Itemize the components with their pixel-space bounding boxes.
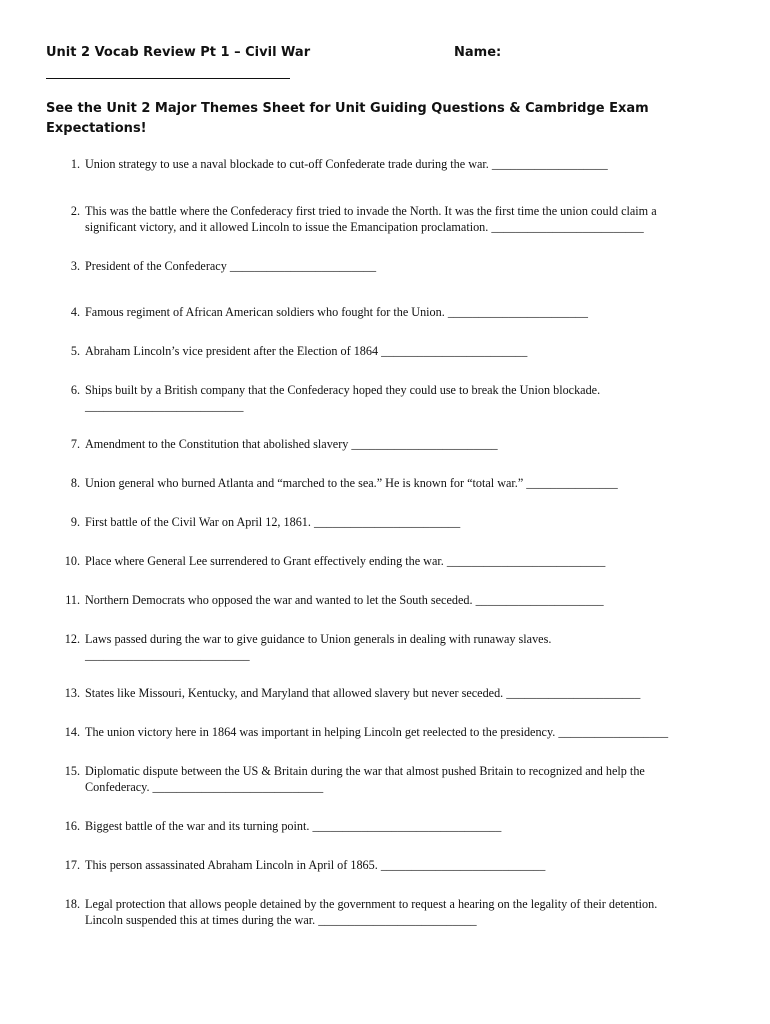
question-number: 13. <box>64 686 80 700</box>
question-number: 12. <box>64 632 80 646</box>
question-number: 18. <box>64 897 80 911</box>
question-number: 4. <box>70 305 80 319</box>
question-number: 10. <box>64 554 80 568</box>
intro-instructions: See the Unit 2 Major Themes Sheet for Unit Guiding Questions & Cambridge Exam Expectations! <box>46 101 649 136</box>
question-text: President of the Confederacy ________________________ <box>85 259 377 273</box>
question-number: 15. <box>64 764 80 778</box>
question-number: 9. <box>70 515 80 529</box>
question-text: This person assassinated Abraham Lincoln in April of 1865. ___________________________ <box>85 858 546 872</box>
question-text: Famous regiment of African American soldiers who fought for the Union. _______________________ <box>85 305 588 319</box>
question-text: Northern Democrats who opposed the war and wanted to let the South seceded. _____________________ <box>85 593 604 607</box>
question-number: 6. <box>70 383 80 397</box>
question-text: The union victory here in 1864 was important in helping Lincoln get reelected to the presidency. __________________ <box>85 725 669 739</box>
question-text: Amendment to the Constitution that abolished slavery ________________________ <box>85 437 498 451</box>
question-text: Place where General Lee surrendered to Grant effectively ending the war. __________________________ <box>85 554 606 568</box>
question-number: 17. <box>64 858 80 872</box>
question-number: 1. <box>70 157 80 171</box>
worksheet-title: Unit 2 Vocab Review Pt 1 – Civil War <box>46 45 311 60</box>
question-text: This was the battle where the Confederacy first tried to invade the North. It was the first time the union could claim a significant victory, and it allowed Lincoln to issue the Emancipation proclamation. _________________________ <box>85 204 657 234</box>
question-number: 8. <box>70 476 80 490</box>
question-text: First battle of the Civil War on April 12, 1861. ________________________ <box>85 515 461 529</box>
question-number: 14. <box>64 725 80 739</box>
name-label: Name: <box>454 45 502 60</box>
question-text: Legal protection that allows people detained by the government to request a hearing on the legality of their detention. Lincoln suspended this at times during the war. __________________________ <box>85 897 658 927</box>
question-number: 11. <box>65 593 80 607</box>
question-text: States like Missouri, Kentucky, and Maryland that allowed slavery but never seceded. ______________________ <box>85 686 641 700</box>
question-text: Union general who burned Atlanta and “marched to the sea.” He is known for “total war.” _______________ <box>85 476 618 490</box>
question-text: Laws passed during the war to give guidance to Union generals in dealing with runaway slaves. ___________________________ <box>85 632 552 662</box>
question-number: 7. <box>70 437 80 451</box>
question-number: 5. <box>70 344 80 358</box>
question-text: Union strategy to use a naval blockade to cut-off Confederate trade during the war. ___________________ <box>85 157 608 171</box>
question-text: Ships built by a British company that the Confederacy hoped they could use to break the Union blockade. __________________________ <box>85 383 601 413</box>
question-number: 16. <box>64 819 80 833</box>
question-text: Biggest battle of the war and its turning point. _______________________________ <box>85 819 502 833</box>
name-blank-line[interactable] <box>46 78 290 79</box>
question-text: Diplomatic dispute between the US & Britain during the war that almost pushed Britain to recognized and help the Confederacy. ____________________________ <box>85 764 645 794</box>
question-text: Abraham Lincoln’s vice president after the Election of 1864 ________________________ <box>85 344 528 358</box>
question-number: 3. <box>70 259 80 273</box>
question-number: 2. <box>70 204 80 218</box>
